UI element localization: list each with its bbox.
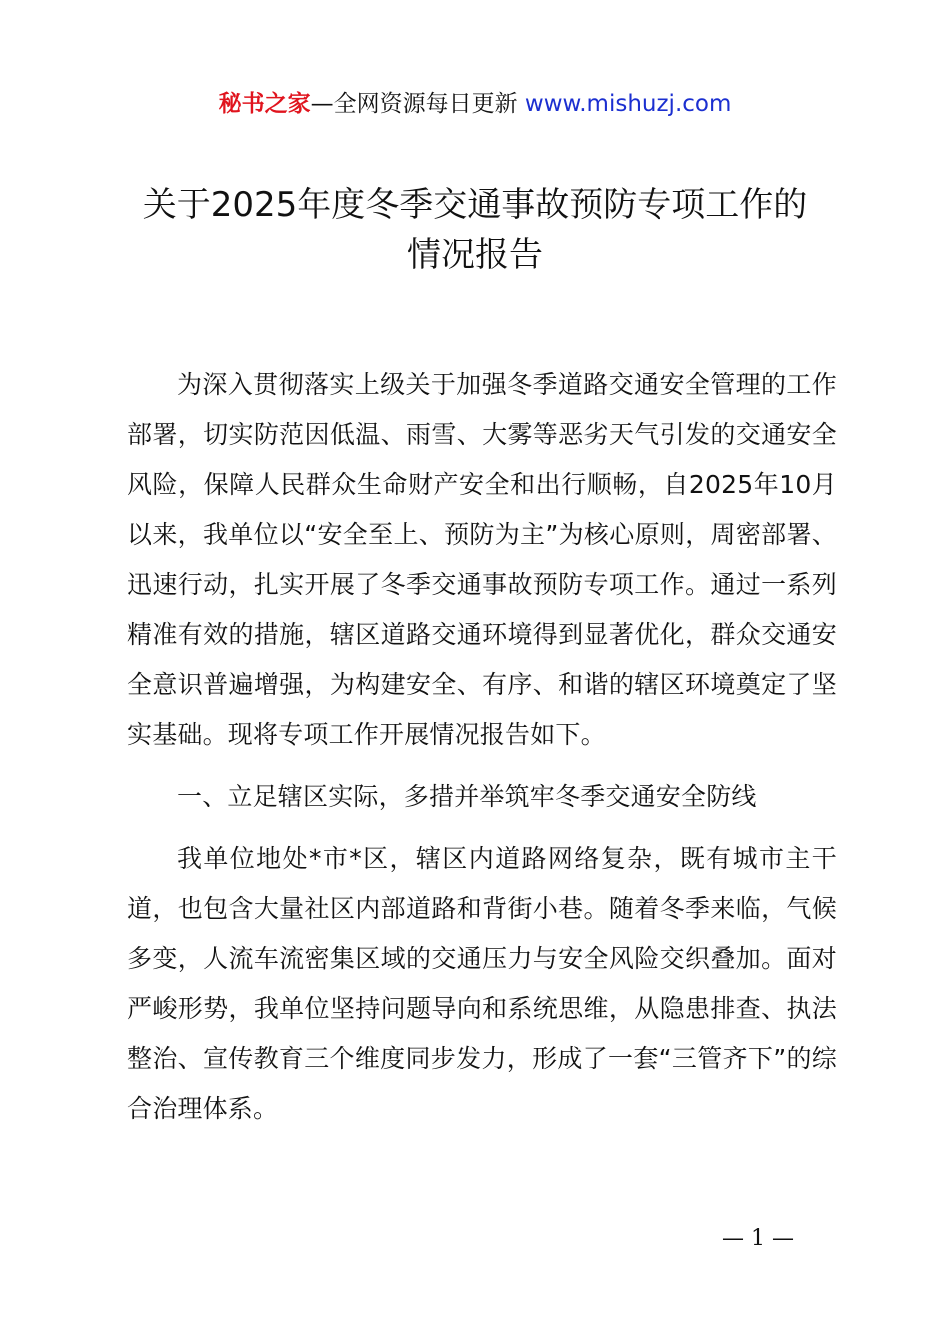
site-url-link[interactable]: www.mishuzj.com [524,91,732,117]
brand-name: 秘书之家 [218,91,311,117]
title-line-2: 情况报告 [407,235,543,275]
section-paragraph-1: 我单位地处*市*区，辖区内道路网络复杂，既有城市主干道，也包含大量社区内部道路和背街小巷。随着冬季来临，气候多变，人流车流密集区域的交通压力与安全风险交织叠加。面对严峻形势，我单位坚持问题导向和系统思维，从隐患排查、执法整治、宣传教育三个维度同步发力，形成了一套“三管齐下”的综合治理体系。 [127,844,837,1123]
header-tagline: —全网资源每日更新 [310,91,518,117]
site-header [0,86,950,122]
document-title [90,180,860,280]
title-line-1: 关于2025年度冬季交通事故预防专项工作的 [142,185,808,225]
intro-paragraph: 为深入贯彻落实上级关于加强冬季道路交通安全管理的工作部署，切实防范因低温、雨雪、大雾等恶劣天气引发的交通安全风险，保障人民群众生命财产安全和出行顺畅，自2025年10月以来，我单位以“安全至上、预防为主”为核心原则，周密部署、迅速行动，扎实开展了冬季交通事故预防专项工作。通过一系列精准有效的措施，辖区道路交通环境得到显著优化，群众交通安全意识普遍增强，为构建安全、有序、和谐的辖区环境奠定了坚实基础。现将专项工作开展情况报告如下。 [127,370,837,749]
document-body [127,360,837,1146]
page-number: — 1 — [722,1226,794,1251]
section-heading-1: 一、立足辖区实际，多措并举筑牢冬季交通安全防线 [177,782,757,811]
